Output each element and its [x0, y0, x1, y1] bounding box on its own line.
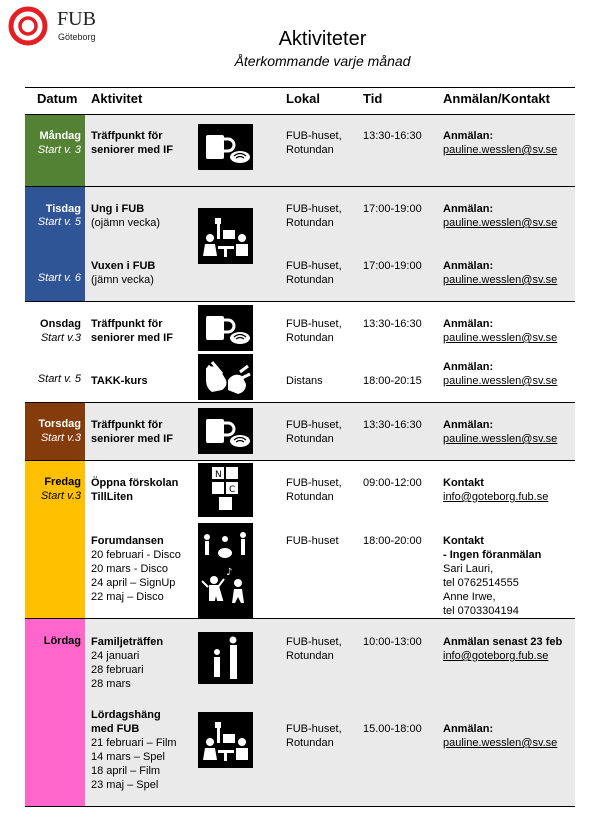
email-link[interactable]: info@goteborg.fub.se [443, 650, 549, 662]
dance-band-icon [198, 523, 253, 619]
coffee-bun-icon [198, 408, 253, 454]
day-start: Start v. 3 [37, 144, 81, 156]
day-label: Tisdag [45, 203, 81, 215]
activity-time: 15.00-18:00 [363, 723, 422, 735]
email-link[interactable]: pauline.wesslen@sv.se [443, 375, 558, 387]
family-icon [198, 632, 253, 684]
activity-place: FUB-huset, Rotundan [286, 318, 342, 344]
email-link[interactable]: pauline.wesslen@sv.se [443, 433, 558, 445]
logo-name: FUB [57, 8, 96, 30]
day-cell-fredag [25, 461, 85, 618]
youth-group-icon [198, 208, 253, 264]
activity-time: 17:00-19:00 [363, 260, 422, 272]
activity-place: FUB-huset, Rotundan [286, 636, 342, 662]
day-cell-onsdag [25, 302, 85, 402]
email-link[interactable]: pauline.wesslen@sv.se [443, 144, 558, 156]
activity-time: 13:30-16:30 [363, 318, 422, 330]
day-cell-tisdag [25, 187, 85, 301]
section-lordag [25, 619, 575, 807]
table-header [25, 87, 575, 115]
coffee-bun-icon [198, 124, 253, 170]
activity-time: 18:00-20:15 [363, 375, 422, 387]
activity-place: FUB-huset, Rotundan [286, 419, 342, 445]
activity-contact: Anmälan senast 23 feb info@goteborg.fub.se [443, 636, 563, 662]
activity-contact: Anmälan: pauline.wesslen@sv.se [443, 203, 558, 229]
svg-text:N: N [215, 470, 222, 480]
activity-place: FUB-huset, Rotundan [286, 477, 342, 503]
activity-time: 17:00-19:00 [363, 203, 422, 215]
section-fredag [25, 461, 575, 619]
activity-contact: Anmälan: pauline.wesslen@sv.se [443, 723, 558, 749]
activity-name: Träffpunkt för seniorer med IF [91, 318, 173, 344]
section-mandag [25, 115, 575, 187]
activity-place: FUB-huset, Rotundan [286, 723, 342, 749]
day-label: Fredag [44, 476, 81, 488]
activity-name: TAKK-kurs [91, 375, 148, 387]
activity-contact: Kontakt info@goteborg.fub.se [443, 477, 549, 503]
activity-contact: Anmälan: pauline.wesslen@sv.se [443, 260, 558, 286]
header-lokal: Lokal [286, 91, 320, 106]
coffee-bun-icon [198, 305, 253, 351]
email-link[interactable]: info@goteborg.fub.se [443, 491, 549, 503]
section-torsdag [25, 403, 575, 461]
header-datum: Datum [37, 91, 78, 106]
day-cell-mandag [25, 115, 85, 186]
logo-city: Göteborg [58, 32, 96, 42]
activity-time: 13:30-16:30 [363, 130, 422, 142]
email-link[interactable]: pauline.wesslen@sv.se [443, 217, 558, 229]
day-start: Start v. 6 [37, 272, 81, 284]
sign-language-icon [198, 354, 253, 400]
day-start: Start v.3 [40, 432, 81, 444]
page-title: Aktiviteter [278, 28, 367, 50]
email-link[interactable]: pauline.wesslen@sv.se [443, 274, 558, 286]
toy-blocks-icon [198, 463, 253, 517]
header-aktivitet: Aktivitet [91, 91, 143, 106]
day-start: Start v. 5 [37, 373, 81, 385]
activity-time: 18:00-20:00 [363, 535, 422, 547]
svg-text:C: C [229, 485, 236, 495]
day-cell-torsdag [25, 403, 85, 460]
header-anmalan: Anmälan/Kontakt [443, 91, 550, 106]
page-subtitle: Återkommande varje månad [234, 53, 411, 69]
section-onsdag [25, 302, 575, 403]
activity-name: Forumdansen 20 februari - Disco 20 mars - Disco 24 april – SignUp 22 maj – Disco [91, 535, 181, 603]
header-tid: Tid [363, 91, 383, 106]
activity-place: FUB-huset [286, 535, 339, 547]
activity-name: Träffpunkt för seniorer med IF [91, 130, 173, 156]
activity-name: Familjeträffen 24 januari 28 februari 28 mars [91, 636, 164, 690]
email-link[interactable]: pauline.wesslen@sv.se [443, 737, 558, 749]
activity-contact: Anmälan: pauline.wesslen@sv.se [443, 419, 558, 445]
activity-place: Distans [286, 375, 323, 387]
day-start: Start v.3 [40, 490, 81, 502]
email-link[interactable]: pauline.wesslen@sv.se [443, 332, 558, 344]
day-cell-lordag [25, 619, 85, 806]
activity-place: FUB-huset, Rotundan [286, 203, 342, 229]
day-start: Start v.3 [40, 332, 81, 344]
youth-group-icon [198, 712, 253, 768]
activity-name: Ung i FUB (ojämn vecka) [91, 203, 161, 229]
activity-name: Träffpunkt för seniorer med IF [91, 419, 173, 445]
activity-time: 09:00-12:00 [363, 477, 422, 489]
activity-place: FUB-huset, Rotundan [286, 260, 342, 286]
activity-contact: Anmälan: pauline.wesslen@sv.se [443, 318, 558, 344]
day-label: Måndag [39, 130, 81, 142]
section-tisdag [25, 187, 575, 302]
activity-contact: Anmälan: pauline.wesslen@sv.se [443, 130, 558, 156]
day-label: Torsdag [38, 418, 81, 430]
activity-time: 10:00-13:00 [363, 636, 422, 648]
day-label: Onsdag [40, 318, 81, 330]
activity-contact: Kontakt - Ingen föranmälan Sari Lauri, tel 0762514555 Anne Irwe, tel 0703304194 [443, 535, 542, 617]
activity-contact: Anmälan: pauline.wesslen@sv.se [443, 361, 558, 387]
activity-time: 13:30-16:30 [363, 419, 422, 431]
activity-name: Öppna förskolan TillLiten [91, 477, 179, 503]
day-start: Start v. 5 [37, 216, 81, 228]
day-label: Lördag [43, 635, 81, 647]
svg-text:♪: ♪ [226, 567, 233, 578]
activity-place: FUB-huset, Rotundan [286, 130, 342, 156]
activity-name: Vuxen i FUB (jämn vecka) [91, 260, 156, 286]
activity-name: Lördagshäng med FUB 21 februari – Film 14 mars – Spel 18 april – Film 23 maj – Spel [91, 709, 177, 791]
